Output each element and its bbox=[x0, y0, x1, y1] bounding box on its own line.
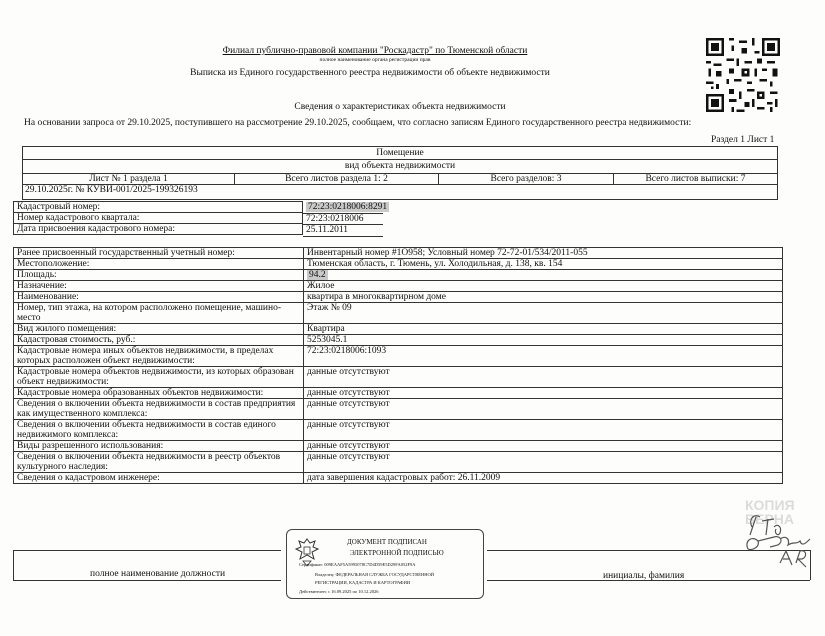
extract-title: Выписка из Единого государственного реестра недвижимости об объекте недвижимости bbox=[190, 68, 550, 78]
table-row bbox=[14, 270, 783, 281]
org-name: Филиал публично-правовой компании "Роскадастр" по Тюменской области bbox=[222, 46, 528, 56]
characteristics-table bbox=[13, 247, 783, 484]
field-value: 72:23:0218006 bbox=[306, 213, 364, 224]
section-title: Сведения о характеристиках объекта недвижимости bbox=[294, 102, 506, 112]
field-value: 72:23:0218006:1093 bbox=[304, 346, 783, 367]
table-row bbox=[14, 303, 783, 324]
field-label: Наименование: bbox=[14, 292, 304, 303]
stamp-owner-2: РЕГИСТРАЦИИ, КАДАСТРА И КАРТОГРАФИИ bbox=[315, 580, 411, 585]
stamp-owner-1: Владелец: ФЕДЕРАЛЬНАЯ СЛУЖБА ГОСУДАРСТВЕННОЙ bbox=[315, 572, 435, 577]
total-sheets-extract: Всего листов выписки: 7 bbox=[614, 174, 778, 185]
table-row bbox=[14, 388, 783, 399]
field-label: Дата присвоения кадастрового номера: bbox=[14, 224, 303, 235]
table-row bbox=[14, 335, 783, 346]
table-row bbox=[14, 324, 783, 335]
field-label: Сведения о кадастровом инженере: bbox=[14, 473, 304, 484]
page-ref: Раздел 1 Лист 1 bbox=[711, 135, 775, 145]
object-type-block bbox=[22, 146, 778, 175]
table-row bbox=[14, 473, 783, 484]
field-value: 5253045.1 bbox=[304, 335, 783, 346]
org-caption: полное наименование органа регистрации прав bbox=[319, 57, 431, 63]
sheets-table bbox=[22, 173, 778, 185]
field-value: дата завершения кадастровых работ: 26.11.2009 bbox=[304, 473, 783, 484]
table-row bbox=[14, 441, 783, 452]
field-label: Кадастровые номера иных объектов недвижимости, в пределах которых расположен объект недвижимости: bbox=[14, 346, 304, 367]
qr-code-icon bbox=[706, 38, 780, 112]
field-label: Виды разрешенного использования: bbox=[14, 441, 304, 452]
table-row bbox=[14, 259, 783, 270]
stamp-valid: Действителен: с 16.09.2025 по 10.12.2026 bbox=[299, 589, 379, 594]
date-number: 29.10.2025г. № КУВИ-001/2025-199326193 bbox=[22, 185, 778, 200]
stamp-cert: Сертификат: 009EAAF5A5995078C7D4D59E5D29FA052F9A bbox=[299, 562, 416, 567]
table-row bbox=[14, 367, 783, 388]
basis-text: На основании запроса от 29.10.2025, поступившего на рассмотрение 29.10.2025, сообщаем, что согласно записям Единого государственного реестра недвижимости: bbox=[24, 118, 692, 128]
field-label: Кадастровая стоимость, руб.: bbox=[14, 335, 304, 346]
field-value: данные отсутствуют bbox=[304, 420, 783, 441]
field-value: данные отсутствуют bbox=[304, 399, 783, 420]
field-value: Инвентарный номер #1О958; Условный номер 72-72-01/534/2011-055 bbox=[304, 248, 783, 259]
field-value: данные отсутствуют bbox=[304, 441, 783, 452]
watermark: КОПИЯ ВЕРНА bbox=[745, 497, 795, 527]
position-line bbox=[13, 580, 281, 581]
table-row bbox=[14, 452, 783, 473]
field-label: Местоположение: bbox=[14, 259, 304, 270]
field-label: Кадастровый номер: bbox=[14, 202, 303, 213]
table-row bbox=[14, 292, 783, 303]
field-value: данные отсутствуют bbox=[304, 452, 783, 473]
field-label: Назначение: bbox=[14, 281, 304, 292]
field-value: данные отсутствуют bbox=[304, 388, 783, 399]
total-sheets-section: Всего листов раздела 1: 2 bbox=[235, 174, 439, 185]
table-row bbox=[14, 420, 783, 441]
table-row bbox=[14, 281, 783, 292]
field-value: 25.11.2011 bbox=[306, 225, 349, 235]
field-label: Сведения о включении объекта недвижимости в состав предприятия как имущественного комплекса: bbox=[14, 399, 304, 420]
position-caption: полное наименование должности bbox=[90, 569, 226, 579]
field-value: Квартира bbox=[304, 324, 783, 335]
handwritten-signature-icon bbox=[740, 505, 820, 580]
table-row bbox=[14, 248, 783, 259]
field-label: Кадастровые номера объектов недвижимости, из которых образован объект недвижимости: bbox=[14, 367, 304, 388]
top-label-table bbox=[13, 201, 303, 235]
field-label: Сведения о включении объекта недвижимости в реестр объектов культурного наследия: bbox=[14, 452, 304, 473]
e-signature-stamp bbox=[286, 529, 484, 599]
stamp-title-2: ЭЛЕКТРОННОЙ ПОДПИСЬЮ bbox=[350, 549, 444, 557]
field-label: Номер, тип этажа, на котором расположено помещение, машино-место bbox=[14, 303, 304, 324]
field-label: Кадастровые номера образованных объектов недвижимости: bbox=[14, 388, 304, 399]
field-value: квартира в многоквартирном доме bbox=[304, 292, 783, 303]
field-value: Этаж № 09 bbox=[304, 303, 783, 324]
table-row bbox=[14, 399, 783, 420]
field-value: 94.2 bbox=[304, 270, 783, 281]
field-value: данные отсутствуют bbox=[304, 367, 783, 388]
field-label: Номер кадастрового квартала: bbox=[14, 213, 303, 224]
field-label: Площадь: bbox=[14, 270, 304, 281]
field-value: Жилое bbox=[304, 281, 783, 292]
field-label: Вид жилого помещения: bbox=[14, 324, 304, 335]
field-label: Ранее присвоенный государственный учетный номер: bbox=[14, 248, 304, 259]
sig-line-left bbox=[13, 550, 281, 551]
object-type-caption: вид объекта недвижимости bbox=[344, 161, 456, 171]
total-sections: Всего разделов: 3 bbox=[439, 174, 614, 185]
field-value: 72:23:0218006:8291 bbox=[308, 202, 388, 212]
field-label: Сведения о включении объекта недвижимости в состав единого недвижимого комплекса: bbox=[14, 420, 304, 441]
field-value: Тюменская область, г. Тюмень, ул. Холодильная, д. 138, кв. 154 bbox=[304, 259, 783, 270]
sheet-label: Лист № 1 раздела 1 bbox=[23, 174, 235, 185]
table-row bbox=[14, 346, 783, 367]
initials-caption: инициалы, фамилия bbox=[603, 571, 685, 581]
object-type: Помещение bbox=[376, 148, 424, 158]
stamp-title-1: ДОКУМЕНТ ПОДПИСАН bbox=[347, 538, 427, 546]
